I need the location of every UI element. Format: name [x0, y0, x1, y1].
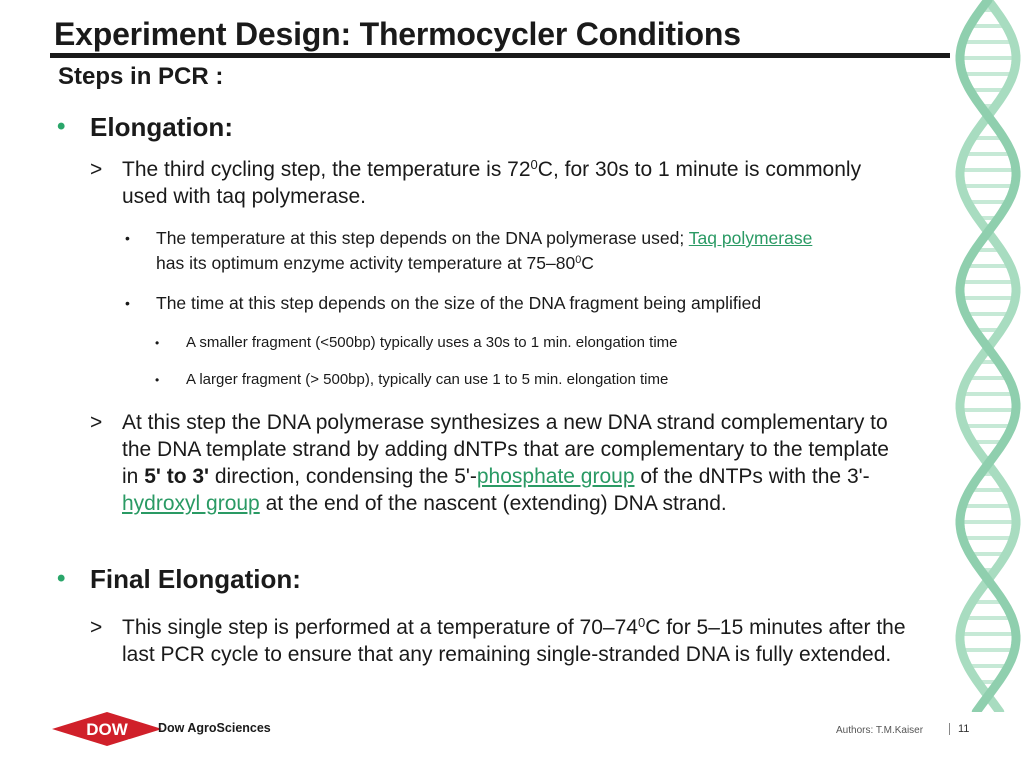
- chevron-right-icon: >: [90, 616, 103, 639]
- bullet-icon: •: [155, 336, 160, 350]
- text-run: at the end of the nascent (extending) DNA strand.: [259, 492, 727, 515]
- heading-text: Final Elongation:: [90, 564, 301, 594]
- point-text: [122, 156, 910, 210]
- slide-subtitle: Steps in PCR :: [58, 63, 224, 90]
- section-final-elongation-heading: [57, 564, 657, 594]
- slide-title: Experiment Design: Thermocycler Conditions: [54, 16, 741, 52]
- text-run: This single step is performed at a temperature of 70–74: [122, 616, 638, 639]
- superscript: 0: [530, 156, 538, 172]
- text-run: has its optimum enzyme activity temperature at 75–80: [156, 252, 576, 273]
- elongation-subbullet-2: [155, 370, 815, 390]
- brand-name: Dow AgroSciences: [158, 721, 271, 735]
- footer-divider: [949, 723, 950, 735]
- heading-text: Elongation:: [90, 112, 233, 142]
- author-credit: Authors: T.M.Kaiser: [836, 725, 924, 736]
- text-run: C, for 30s to 1 minute is commonly used with taq polymerase.: [122, 158, 862, 208]
- elongation-point-1: [90, 156, 910, 210]
- bullet-icon: •: [125, 230, 130, 246]
- subbullet-text: A smaller fragment (<500bp) typically uses a 30s to 1 min. elongation time: [186, 334, 678, 351]
- bullet-icon: •: [125, 295, 130, 311]
- chevron-right-icon: >: [90, 411, 103, 434]
- point-text: [122, 614, 910, 668]
- direction-bold: 5' to 3': [144, 465, 210, 488]
- dow-diamond-logo: [52, 712, 162, 746]
- elongation-subbullet-1: [155, 333, 815, 353]
- phosphate-group-link[interactable]: phosphate group: [476, 465, 635, 488]
- text-run: At this step the DNA polymerase synthesizes a new DNA strand complementary to the DNA template strand by adding dNTPs that are complementary to the template in: [122, 411, 889, 488]
- bullet-icon: •: [155, 373, 160, 387]
- text-run: of the dNTPs with the 3'-: [634, 465, 870, 488]
- chevron-right-icon: >: [90, 158, 103, 181]
- hydroxyl-group-link[interactable]: hydroxyl group: [122, 492, 260, 515]
- subbullet-text: A larger fragment (> 500bp), typically can use 1 to 5 min. elongation time: [186, 371, 669, 388]
- bullet-text: The time at this step depends on the size of the DNA fragment being amplified: [156, 293, 762, 313]
- superscript: 0: [637, 614, 646, 630]
- dow-logo-text: DOW: [86, 720, 128, 739]
- text-run: C for 5–15 minutes after the last PCR cycle to ensure that any remaining single-stranded DNA is fully extended.: [122, 616, 906, 666]
- section-elongation-heading: [57, 112, 657, 142]
- text-run: The third cycling step, the temperature is 72: [122, 158, 531, 181]
- text-run: The temperature at this step depends on the DNA polymerase used;: [156, 228, 689, 248]
- page-number: 11: [958, 723, 970, 735]
- bullet-dot-icon: •: [57, 113, 66, 140]
- taq-polymerase-link[interactable]: Taq polymerase: [688, 228, 813, 248]
- bullet-dot-icon: •: [57, 565, 66, 592]
- bullet-text: [156, 226, 845, 275]
- elongation-bullet-1: [125, 226, 845, 275]
- registered-mark: ®: [127, 740, 132, 746]
- text-run: direction, condensing the 5'-: [209, 465, 477, 488]
- final-elongation-point-1: [90, 614, 910, 668]
- text-run: C: [581, 252, 594, 273]
- superscript: 0: [575, 253, 582, 266]
- elongation-point-2: [90, 409, 910, 517]
- point-text: [122, 409, 910, 517]
- elongation-bullet-2: [125, 291, 845, 316]
- dna-helix-icon: [948, 0, 1024, 712]
